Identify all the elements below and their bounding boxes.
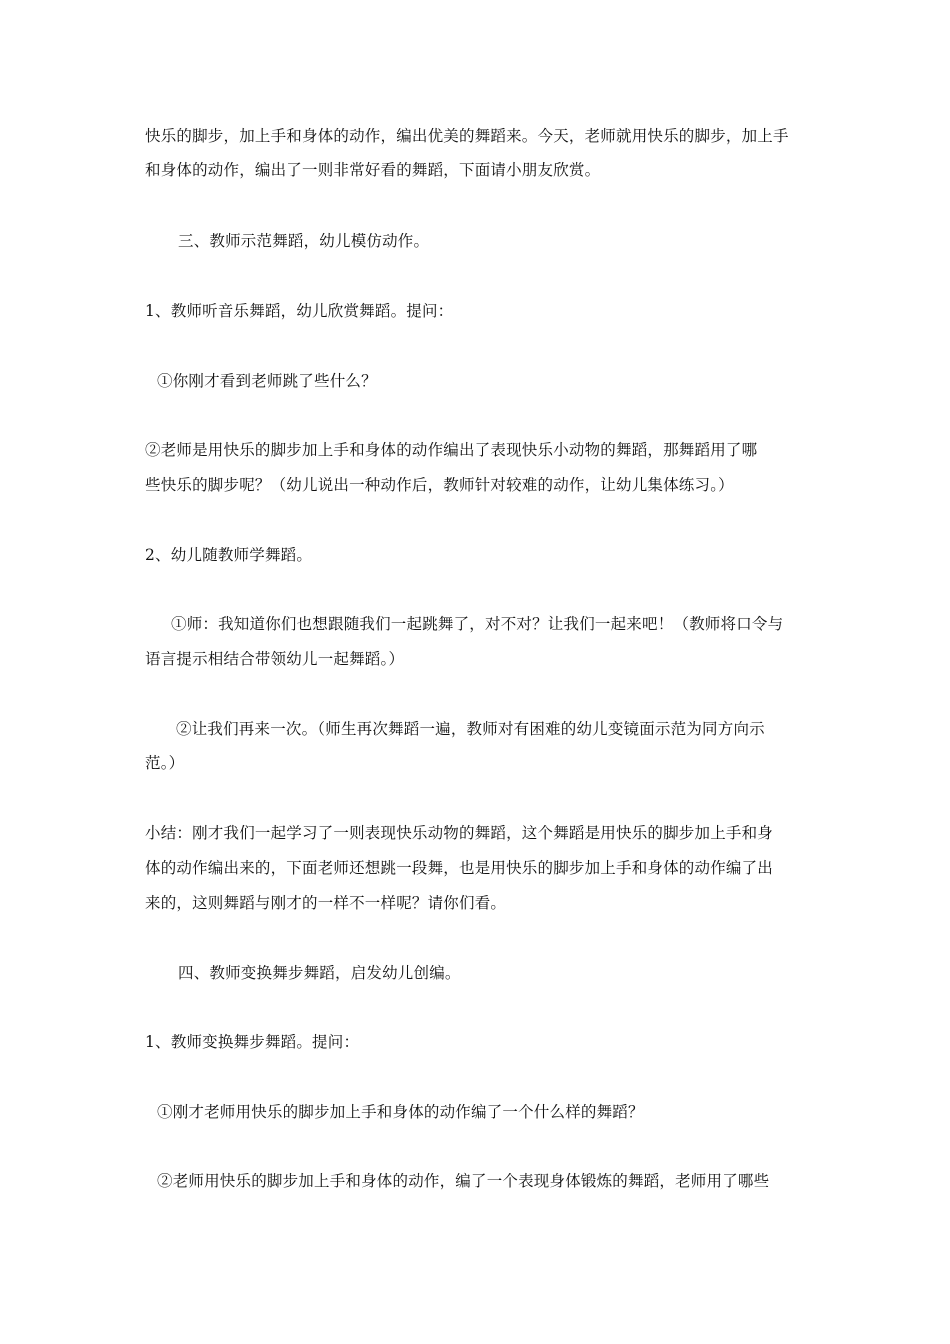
question-1: ①你刚才看到老师跳了些什么？	[157, 372, 377, 390]
summary-line: 小结：刚才我们一起学习了一则表现快乐动物的舞蹈，这个舞蹈是用快乐的脚步加上手和身	[145, 824, 774, 842]
summary-line: 来的，这则舞蹈与刚才的一样不一样呢？请你们看。	[145, 894, 507, 912]
summary-line: 体的动作编出来的，下面老师还想跳一段舞，也是用快乐的脚步加上手和身体的动作编了出	[145, 859, 774, 877]
step-2-line: ②让我们再来一次。（师生再次舞蹈一遍，教师对有困难的幼儿变镜面示范为同方向示	[176, 720, 765, 738]
step-2-line: 范。）	[145, 754, 185, 772]
question-2-line: ②老师是用快乐的脚步加上手和身体的动作编出了表现快乐小动物的舞蹈，那舞蹈用了哪	[145, 441, 758, 459]
question-2-section-4: ②老师用快乐的脚步加上手和身体的动作，编了一个表现身体锻炼的舞蹈，老师用了哪些	[157, 1172, 770, 1190]
paragraph-line: 和身体的动作，编出了一则非常好看的舞蹈，下面请小朋友欣赏。	[145, 161, 601, 179]
section-heading-4: 四、教师变换舞步舞蹈，启发幼儿创编。	[178, 964, 461, 982]
list-item-2: 2、幼儿随教师学舞蹈。	[145, 546, 313, 564]
step-1-line: ①师：我知道你们也想跟随我们一起跳舞了，对不对？让我们一起来吧！（教师将口令与	[171, 615, 784, 633]
section-heading-3: 三、教师示范舞蹈，幼儿模仿动作。	[178, 232, 430, 250]
question-1-section-4: ①刚才老师用快乐的脚步加上手和身体的动作编了一个什么样的舞蹈？	[157, 1103, 644, 1121]
paragraph-line: 快乐的脚步，加上手和身体的动作，编出优美的舞蹈来。今天，老师就用快乐的脚步，加上手	[145, 127, 789, 145]
list-item-1: 1、教师听音乐舞蹈，幼儿欣赏舞蹈。提问：	[145, 302, 454, 320]
question-2-line: 些快乐的脚步呢？（幼儿说出一种动作后，教师针对较难的动作，让幼儿集体练习。）	[145, 476, 734, 494]
step-1-line: 语言提示相结合带领幼儿一起舞蹈。）	[145, 650, 405, 668]
list-item-1-section-4: 1、教师变换舞步舞蹈。提问：	[145, 1033, 360, 1051]
